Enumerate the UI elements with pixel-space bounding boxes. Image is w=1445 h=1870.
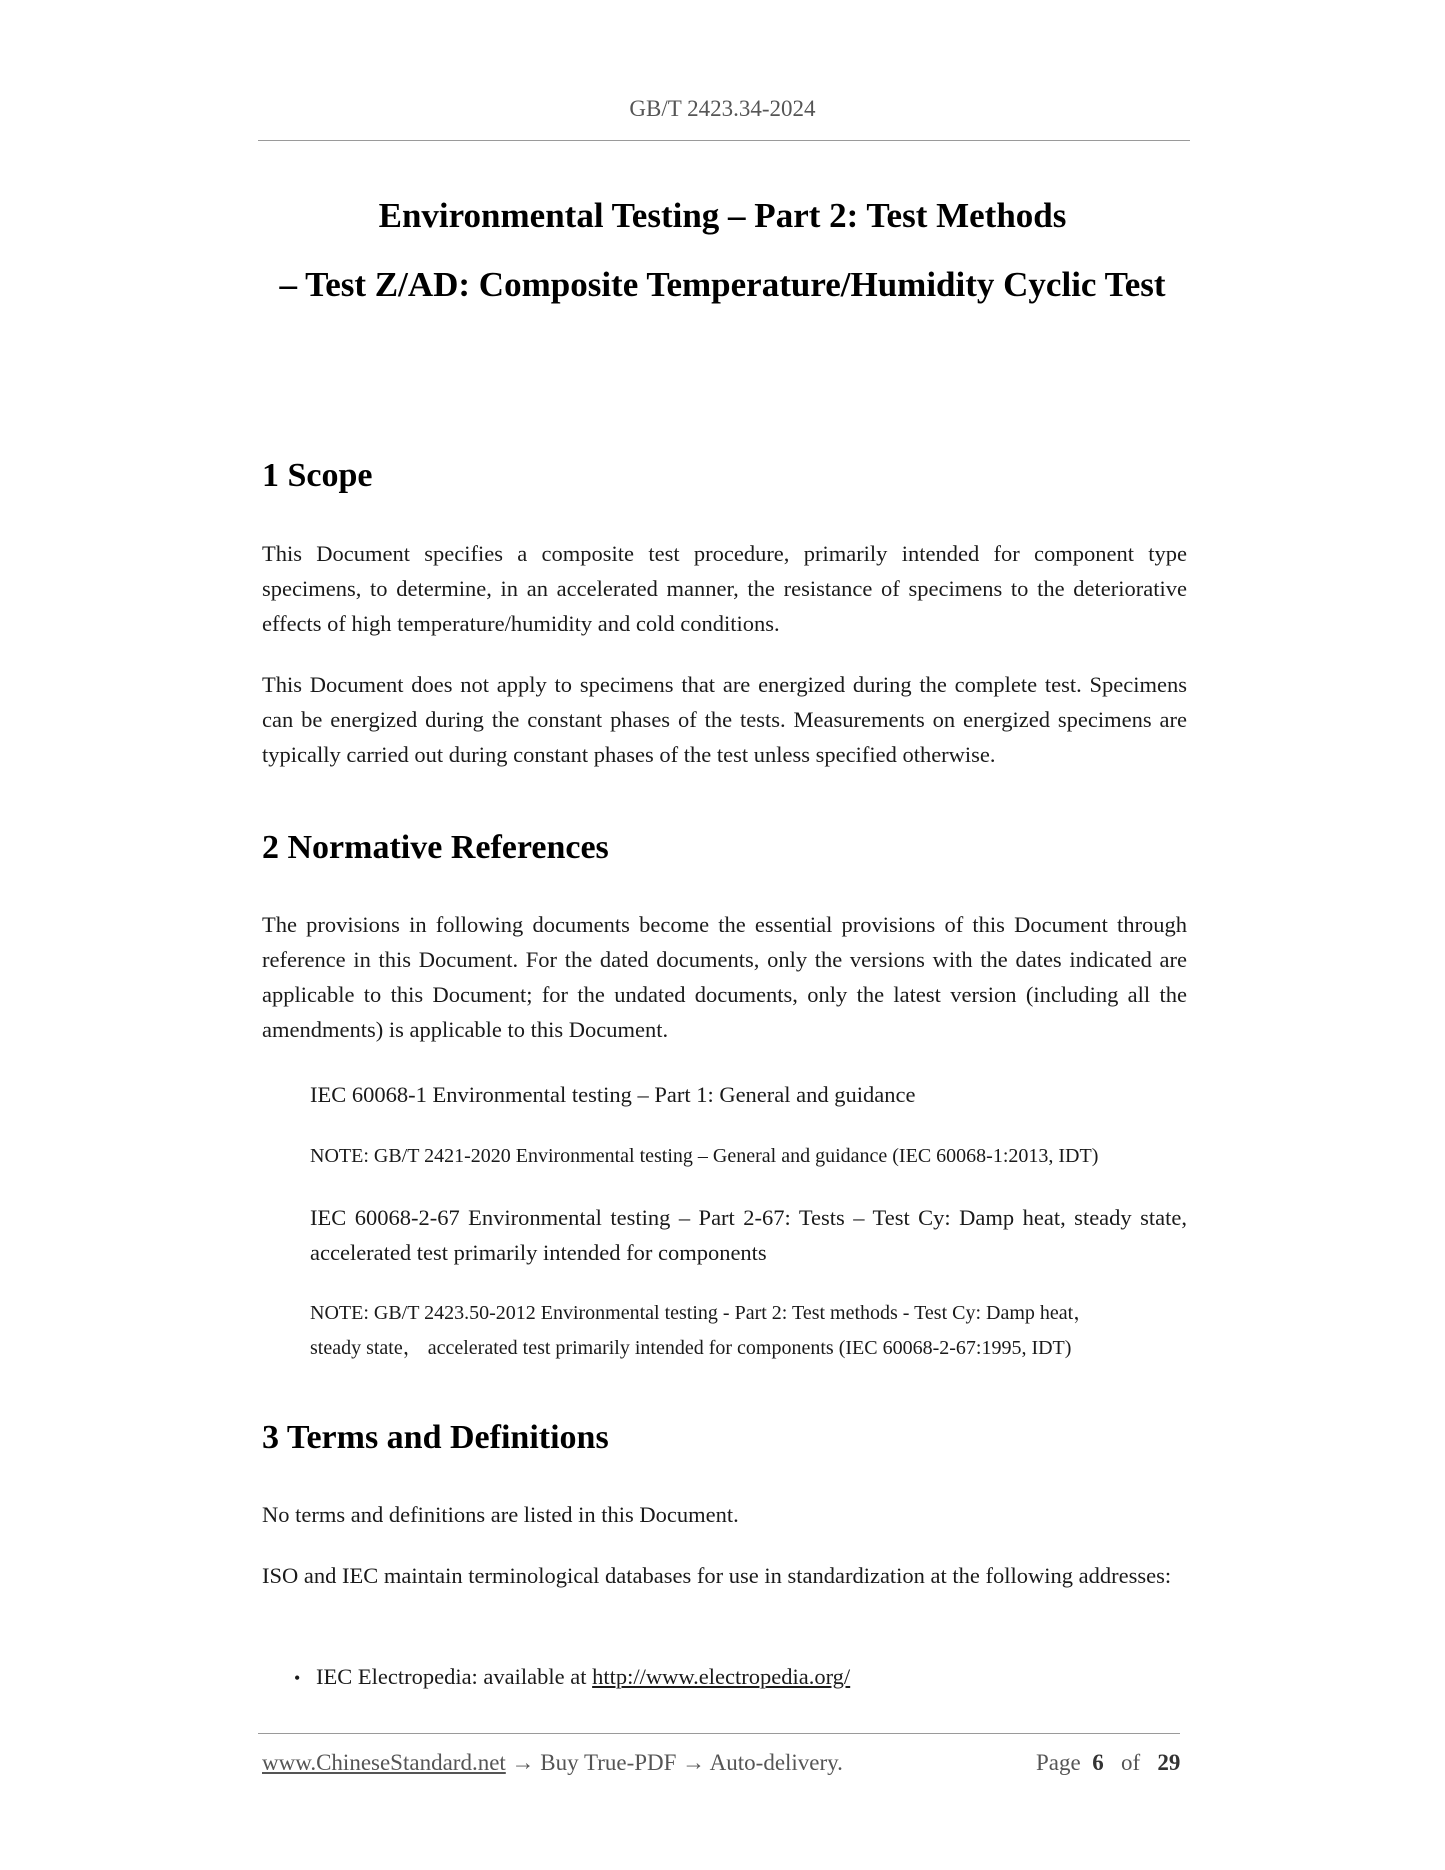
document-title-line1: Environmental Testing – Part 2: Test Methods <box>378 196 1067 235</box>
page-current: 6 <box>1092 1750 1104 1775</box>
section-heading-scope: 1 Scope <box>262 457 373 494</box>
list-item <box>294 1659 850 1696</box>
electropedia-link[interactable]: http://www.electropedia.org/ <box>592 1664 851 1689</box>
section-heading-normative-references: 2 Normative References <box>262 829 609 866</box>
terms-paragraph-1: No terms and definitions are listed in this Document. <box>262 1502 739 1527</box>
page-label: Page <box>1036 1750 1081 1775</box>
page-total: 29 <box>1157 1750 1181 1775</box>
reference-note-1: NOTE: GB/T 2421-2020 Environmental testing – General and guidance (IEC 60068-1:2013, IDT) <box>310 1145 1099 1167</box>
reference-note-2-line1: NOTE: GB/T 2423.50-2012 Environmental testing - Part 2: Test methods - Test Cy: Damp heat， <box>310 1302 1094 1324</box>
footer-promo <box>262 1750 843 1776</box>
scope-paragraph-1: This Document specifies a composite test procedure, primarily intended for component type specimens, to determine, in an accelerated manner, the resistance of specimens to the deteriorative effects of high temperature/humidity and cold conditions. <box>262 541 1187 636</box>
bullet-text: IEC Electropedia: available at <box>316 1664 593 1689</box>
normative-paragraph: The provisions in following documents become the essential provisions of this Document through reference in this Document. For the dated documents, only the versions with the dates indicated are applicable to this Document; for the undated documents, only the latest version (including all the amendments) is applicable to this Document. <box>262 912 1187 1042</box>
footer-promo-text: → Buy True-PDF → Auto-delivery. <box>505 1750 843 1775</box>
bullet-icon: • <box>294 1668 301 1688</box>
reference-iec-60068-2-67: IEC 60068-2-67 Environmental testing – Part 2-67: Tests – Test Cy: Damp heat, steady state, accelerated test primarily intended for components <box>310 1205 1187 1265</box>
document-title-line2: – Test Z/AD: Composite Temperature/Humidity Cyclic Test <box>279 265 1166 304</box>
reference-note-2-line2: steady state， accelerated test primarily intended for components (IEC 60068-2-67:1995, IDT) <box>310 1337 1072 1359</box>
document-id-header: GB/T 2423.34-2024 <box>629 96 816 121</box>
page-number <box>1036 1750 1180 1776</box>
terms-paragraph-2: ISO and IEC maintain terminological databases for use in standardization at the following addresses: <box>262 1563 1172 1588</box>
section-heading-terms-definitions: 3 Terms and Definitions <box>262 1419 609 1456</box>
reference-note-2 <box>310 1296 1190 1366</box>
site-link[interactable]: www.ChineseStandard.net <box>262 1750 506 1775</box>
footer-divider <box>258 1733 1180 1734</box>
scope-paragraph-2: This Document does not apply to specimens that are energized during the complete test. Specimens can be energized during the constant phases of the tests. Measurements on energized specimens are typically carried out during constant phases of the test unless specified otherwise. <box>262 672 1187 767</box>
header-divider <box>258 140 1190 141</box>
page-of-label: of <box>1120 1750 1141 1775</box>
reference-iec-60068-1: IEC 60068-1 Environmental testing – Part 1: General and guidance <box>310 1082 916 1107</box>
